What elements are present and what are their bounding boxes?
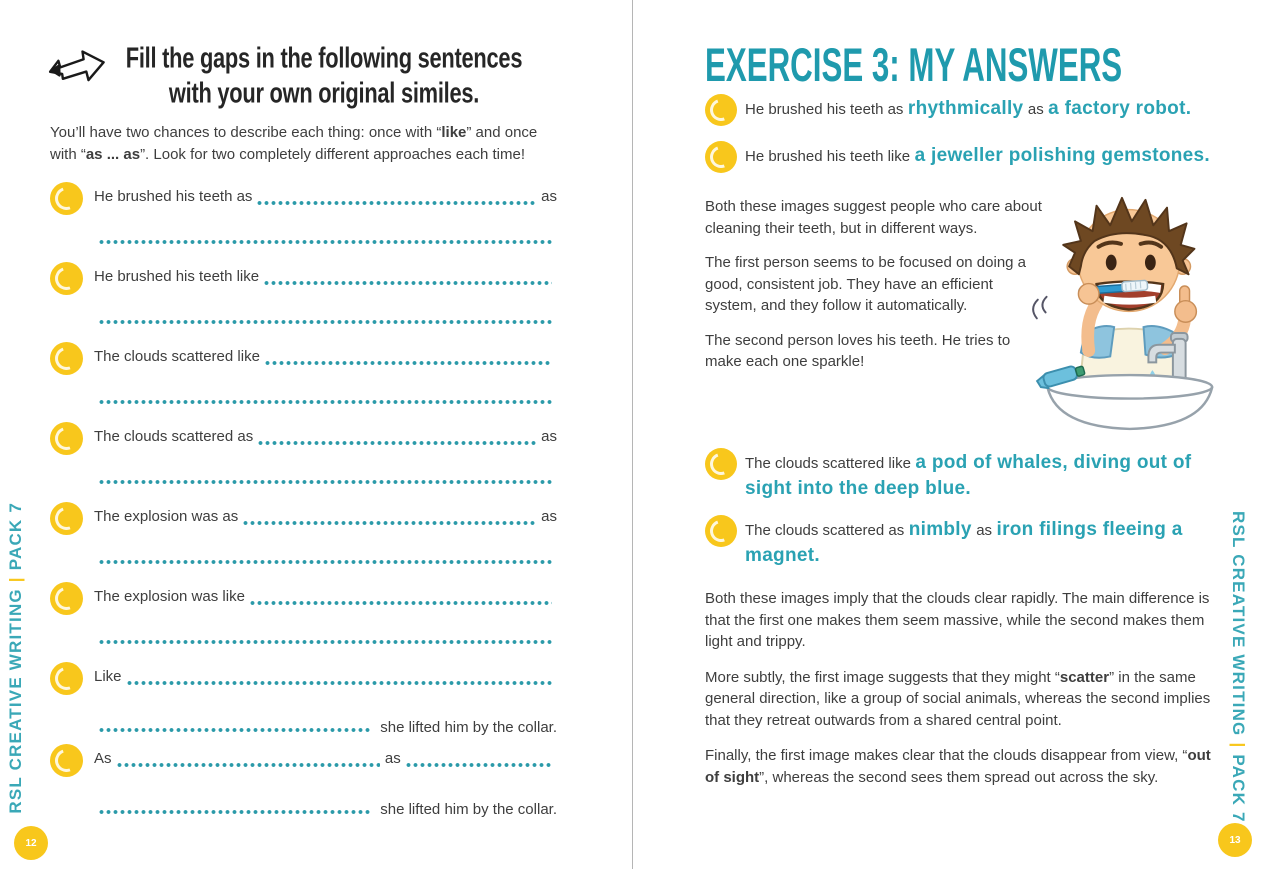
answer-row-clouds-1 — [705, 450, 1210, 502]
simile-row-8 — [50, 750, 557, 818]
simile-row-4 — [50, 428, 557, 488]
sidebar-left-text — [6, 502, 26, 814]
simile-row-3 — [50, 348, 557, 408]
worksheet-heading — [114, 40, 534, 110]
simile-row-7 — [50, 668, 557, 736]
sidebar-left — [6, 488, 26, 828]
simile-row-6 — [50, 588, 557, 648]
prompt-text: The clouds scattered as — [94, 428, 254, 445]
center-divider — [632, 0, 633, 869]
prompt-tail-as: as — [541, 508, 557, 525]
clouds-explanation — [705, 588, 1225, 802]
dotted-answer-line[interactable] — [243, 520, 536, 526]
dotted-answer-line[interactable] — [117, 762, 380, 768]
exercise-heading: EXERCISE 3: MY ANSWERS — [705, 37, 1123, 91]
intro-bold-like: like — [441, 124, 467, 141]
dotted-answer-line[interactable] — [99, 479, 552, 485]
page-number-badge-left: 12 — [14, 826, 48, 860]
worksheet-header — [46, 40, 614, 110]
intro-text: ”. Look for two completely different approaches each time! — [140, 146, 525, 163]
answer-highlight: a jeweller polishing gemstones. — [914, 145, 1210, 166]
simile-row-2 — [50, 268, 557, 328]
series-separator: | — [6, 576, 25, 583]
dotted-answer-line[interactable] — [99, 559, 552, 565]
answer-row-teeth-2 — [705, 143, 1225, 169]
prompt-line2-text: she lifted him by the collar. — [380, 801, 557, 818]
teeth-explanation — [705, 196, 1043, 386]
explanation-paragraph: The second person loves his teeth. He tries to make each one sparkle! — [705, 331, 1011, 370]
prompt-text: The clouds scattered like — [94, 348, 260, 365]
bullet-ball-icon — [50, 744, 83, 777]
bullet-ball-icon — [50, 502, 83, 535]
explanation-paragraph: Both these images suggest people who care about cleaning their teeth, but in different ways. — [705, 198, 1042, 237]
answer-highlight: a pod of whales, diving out of sight into the deep blue. — [745, 452, 1192, 499]
explanation-paragraph — [705, 745, 1225, 788]
prompt-tail-as: as — [541, 188, 557, 205]
prompt-text: As — [94, 750, 112, 767]
bullet-ball-icon — [705, 94, 737, 126]
prompt-text: He brushed his teeth like — [94, 268, 260, 285]
explanation-text: More subtly, the first image suggests that they might “ — [705, 668, 1060, 686]
answer-prompt-text: He brushed his teeth as — [745, 101, 904, 118]
prompt-mid-as: as — [384, 750, 401, 767]
explanation-bold-out-of-sight: out of sight — [705, 747, 1211, 786]
explanation-paragraph: The first person seems to be focused on doing a good, consistent job. They have an efficient system, and they follow it automatically. — [705, 254, 1027, 314]
prompt-text: He brushed his teeth as — [94, 188, 253, 205]
dotted-answer-line[interactable] — [250, 600, 552, 606]
pack-label: PACK 7 — [6, 502, 25, 571]
dotted-answer-line[interactable] — [264, 280, 552, 286]
series-title: RSL CREATIVE WRITING — [6, 588, 25, 814]
dotted-answer-line[interactable] — [127, 680, 552, 686]
dotted-answer-line[interactable] — [258, 440, 536, 446]
series-title: RSL CREATIVE WRITING — [1229, 511, 1248, 737]
pack-label: PACK 7 — [1229, 754, 1248, 823]
dotted-answer-line[interactable] — [99, 809, 371, 815]
answer-mid-as: as — [1027, 101, 1044, 118]
worksheet-heading-line2: with your own original similes. — [168, 76, 480, 110]
answer-mid-as: as — [976, 522, 993, 539]
simile-row-5 — [50, 508, 557, 568]
answer-highlight: nimbly — [908, 519, 972, 540]
answer-row-teeth-1 — [705, 96, 1225, 122]
prompt-text: The explosion was as — [94, 508, 239, 525]
worksheet-intro — [50, 122, 555, 166]
bullet-ball-icon — [705, 515, 737, 547]
dotted-answer-line[interactable] — [257, 200, 536, 206]
dotted-answer-line[interactable] — [99, 319, 552, 325]
simile-row-1 — [50, 188, 557, 248]
bullet-ball-icon — [50, 182, 83, 215]
prompt-line2-text: she lifted him by the collar. — [380, 719, 557, 736]
answer-prompt-text: The clouds scattered as — [745, 522, 905, 539]
sidebar-right — [1228, 497, 1248, 837]
explanation-text: Finally, the first image makes clear that the clouds disappear from view, “ — [705, 747, 1188, 764]
intro-bold-as-as: as ... as — [85, 146, 141, 163]
answer-prompt-text: The clouds scattered like — [745, 455, 911, 472]
explanation-paragraph — [705, 667, 1225, 732]
prompt-tail-as: as — [541, 428, 557, 445]
bullet-ball-icon — [50, 342, 83, 375]
answer-highlight: iron filings fleeing a magnet. — [745, 519, 1183, 566]
bullet-ball-icon — [50, 262, 83, 295]
intro-text: ” and once with “ — [50, 124, 538, 163]
page-number-badge-right: 13 — [1218, 823, 1252, 857]
dotted-answer-line[interactable] — [265, 360, 552, 366]
bullet-ball-icon — [705, 448, 737, 480]
boy-brushing-teeth-illustration — [1028, 183, 1214, 435]
explanation-text: ” in the same general direction, like a group of social animals, whereas the second implies that they retreat outwards from a shared central point. — [705, 668, 1211, 729]
hand-drawn-arrow-icon — [46, 46, 108, 95]
simile-prompt-list — [50, 188, 557, 832]
bullet-ball-icon — [50, 422, 83, 455]
prompt-text: Like — [94, 668, 122, 685]
sidebar-right-text — [1228, 511, 1248, 823]
dotted-answer-line[interactable] — [99, 399, 552, 405]
dotted-answer-line[interactable] — [406, 762, 552, 768]
answer-highlight: rhythmically — [907, 98, 1024, 119]
explanation-text: ”, whereas the second sees them spread out across the sky. — [759, 768, 1159, 786]
explanation-paragraph: Both these images imply that the clouds clear rapidly. The main difference is that the first one makes them seem massive, while the second makes them light and trippy. — [705, 590, 1210, 650]
answer-prompt-text: He brushed his teeth like — [745, 148, 911, 165]
explanation-bold-scatter: scatter — [1059, 668, 1110, 686]
bullet-ball-icon — [50, 662, 83, 695]
series-separator: | — [1229, 742, 1248, 749]
dotted-answer-line[interactable] — [99, 639, 552, 645]
dotted-answer-line[interactable] — [99, 239, 552, 245]
answer-highlight: a factory robot. — [1048, 98, 1192, 119]
worksheet-heading-line1: Fill the gaps in the following sentences — [125, 41, 523, 75]
prompt-text: The explosion was like — [94, 588, 245, 605]
bullet-ball-icon — [50, 582, 83, 615]
bullet-ball-icon — [705, 141, 737, 173]
answer-row-clouds-2 — [705, 517, 1210, 569]
intro-text: You’ll have two chances to describe each thing: once with “ — [50, 124, 442, 141]
dotted-answer-line[interactable] — [99, 727, 371, 733]
